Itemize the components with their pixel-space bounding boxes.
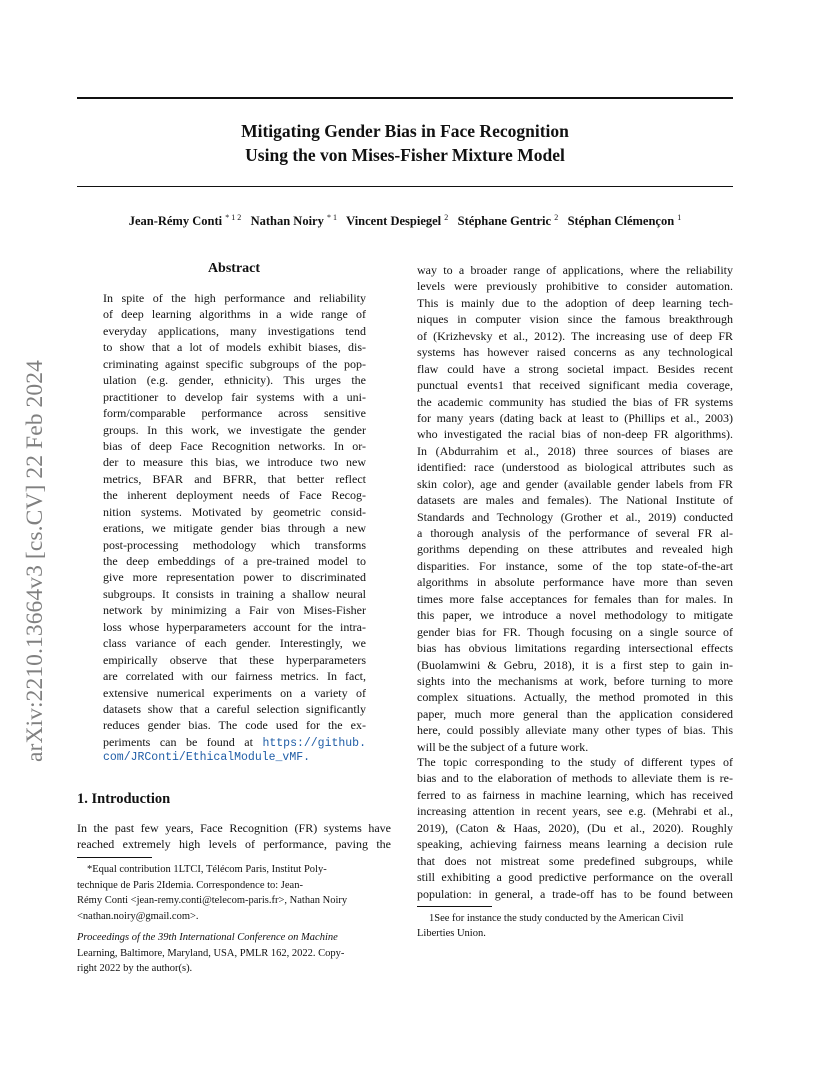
section-heading-introduction: 1. Introduction xyxy=(77,791,171,807)
body-line: skin color), age and gender (available gender labels from FR xyxy=(417,476,733,491)
footnote-line: 1See for instance the study conducted by the American Civil xyxy=(429,913,684,924)
body-line: times more false acceptances for females than for males. In xyxy=(417,591,733,606)
abstract-line: erations, we mitigate gender bias through a new xyxy=(103,521,366,536)
abstract-line: of deep learning algorithms in a wide range of xyxy=(103,307,366,322)
abstract-line: bias of deep Face Recognition networks. In or- xyxy=(103,438,366,453)
abstract-line: reduces gender bias. The code used for the ex- xyxy=(103,718,366,733)
body-line: will be the subject of a future work. xyxy=(417,739,589,754)
footnote-line: Liberties Union. xyxy=(417,928,486,939)
paper-title-line-2: Using the von Mises-Fisher Mixture Model xyxy=(245,145,565,165)
body-line: (Buolamwini & Gebru, 2018), it is a first step to gain in- xyxy=(417,657,733,672)
abstract-line: form/comparable performance across sensitive xyxy=(103,406,366,421)
body-line: of (Krizhevsky et al., 2012). The increasing use of deep FR xyxy=(417,328,733,343)
right-column-paragraph-2 xyxy=(417,754,733,902)
abstract-line: criminating against specific subgroups of the pop- xyxy=(103,356,366,371)
body-line: algorithms in absolute performance have more than seven xyxy=(417,575,733,590)
body-line: gender bias for FR. Though focusing on a single source of xyxy=(417,624,733,639)
footnote-line: <nathan.noiry@gmail.com>. xyxy=(77,910,199,922)
proceedings-line: Learning, Baltimore, Maryland, USA, PMLR 162, 2022. Copy- xyxy=(77,947,345,959)
body-line: ferred to as fairness in machine learning, which has received xyxy=(417,787,733,802)
body-line: levels were previously prohibitive to consider automation. xyxy=(417,279,733,294)
body-line: who investigated the racial bias of non-deep FR algorithms). xyxy=(417,427,733,442)
abstract-line: periments can be found at xyxy=(103,734,253,749)
abstract-line: subgroups. It consists in training a shallow neural xyxy=(103,586,366,601)
author-affiliation: * 1 xyxy=(326,212,337,222)
affiliation-footnote xyxy=(77,862,391,924)
footnote-1 xyxy=(417,911,733,941)
author-affiliation: 1 xyxy=(677,212,682,222)
author-affiliation: 2 xyxy=(554,212,559,222)
title-top-rule xyxy=(77,97,733,99)
proceedings-note xyxy=(77,930,391,977)
footnote-rule xyxy=(417,906,492,907)
introduction-text xyxy=(77,820,391,853)
abstract-line: empirically observe that these hyperparameters xyxy=(103,652,366,667)
body-line: increasing attention in recent years, see e.g. (Mehrabi et al., xyxy=(417,804,733,819)
abstract-line: the inherent deployment needs of Face Recog- xyxy=(103,488,366,503)
abstract-line: metrics, BFAR and BFRR, that better reflect xyxy=(103,471,366,486)
abstract-line: der to measure this bias, we introduce two new xyxy=(103,455,366,470)
author-list xyxy=(77,214,733,229)
body-line: a thorough analysis of the performance of several FR al- xyxy=(417,526,733,540)
body-line: sights into the mechanisms at work, before turning to more xyxy=(417,673,733,688)
body-line: niques in computer vision since the famous breakthrough xyxy=(417,312,733,327)
right-column-paragraph-1 xyxy=(417,262,733,755)
abstract-line: datasets show that a careful selection significantly xyxy=(103,701,366,716)
abstract-line: network by minimizing a Fair von Mises-Fisher xyxy=(103,603,366,618)
body-line: bias and to the elaboration of methods to alleviate them is re- xyxy=(417,771,733,786)
abstract-line: ulation (e.g. gender, ethnicity). This urges the xyxy=(103,373,366,388)
footnote-line: *Equal contribution 1LTCI, Télécom Paris, Institut Poly- xyxy=(87,864,327,875)
intro-line: reached extremely high levels of performance, paving the xyxy=(77,837,391,852)
abstract-line: the deep embeddings of a pre-trained model to xyxy=(103,554,366,568)
proceedings-line: right 2022 by the author(s). xyxy=(77,963,193,974)
body-line: way to a broader range of applications, where the reliability xyxy=(417,263,733,277)
author-name: Jean-Rémy Conti xyxy=(128,214,223,228)
abstract-line: to show that a lot of models exhibit biases, dis- xyxy=(103,340,366,355)
abstract-line: class variance of each gender. Interestingly, we xyxy=(103,636,366,651)
body-line: here, could possibly alleviate many other types of bias. This xyxy=(417,723,733,738)
body-line: identified: race (understood as biological attributes such as xyxy=(417,460,733,475)
body-line: flaw could have a strong societal impact. Besides recent xyxy=(417,361,733,376)
abstract-line: give more representation power to discriminated xyxy=(103,570,366,585)
body-line: for many years (dating back at least to (Phillips et al., 2003) xyxy=(417,410,733,425)
author-name: Vincent Despiegel xyxy=(346,214,442,228)
body-line: this paper, we introduce a novel methodology to mitigate xyxy=(417,608,733,623)
abstract-line: extensive numerical experiments on a variety of xyxy=(103,685,366,700)
abstract-line: groups. In this work, we investigate the gender xyxy=(103,422,366,437)
body-line: gorithms depending on these attributes and revealed high xyxy=(417,542,733,557)
author-affiliation: * 1 2 xyxy=(225,212,242,222)
author-name: Nathan Noiry xyxy=(250,214,324,228)
body-line: paper, much more general than the application considered xyxy=(417,706,733,721)
arxiv-stamp: arXiv:2210.13664v3 [cs.CV] 22 Feb 2024 xyxy=(22,360,48,762)
abstract-line: post-processing methodology which transforms xyxy=(103,537,366,552)
body-line: speaking, achieving fairness means learning a decision rule xyxy=(417,837,733,852)
body-line: systems has however raised concerns as any technological xyxy=(417,345,733,360)
body-line: The topic corresponding to the study of different types of xyxy=(417,755,733,769)
code-link-continued[interactable]: com/JRConti/EthicalModule_vMF. xyxy=(103,751,311,765)
title-bottom-rule xyxy=(77,186,733,187)
paper-title-line-1: Mitigating Gender Bias in Face Recognition xyxy=(241,121,569,141)
body-line: datasets are males and females). The National Institute of xyxy=(417,493,733,508)
author-name: Stéphane Gentric xyxy=(457,214,552,228)
body-line: punctual events1 that received significant media coverage, xyxy=(417,378,733,393)
abstract-line: nition systems. Motivated by geometric consid- xyxy=(103,504,366,519)
abstract-text xyxy=(103,290,366,767)
footnote-rule xyxy=(77,857,152,858)
abstract-line: practitioner to develop fair systems with a uni- xyxy=(103,389,366,404)
body-line: bias has obvious limitations regarding intersectional effects xyxy=(417,641,733,656)
abstract-line-with-link xyxy=(103,734,366,750)
body-line: population: in general, a trade-off has to be found between xyxy=(417,886,733,901)
code-link[interactable]: https://github. xyxy=(262,736,366,750)
proceedings-line: Proceedings of the 39th International Conference on Machine xyxy=(77,932,338,943)
footnote-line: Rémy Conti <jean-remy.conti@telecom-paris.fr>, Nathan Noiry xyxy=(77,895,348,906)
abstract-line: In spite of the high performance and reliability xyxy=(103,291,366,305)
body-line: that does not mistreat some predefined subgroups, while xyxy=(417,853,733,868)
abstract-line: everyday applications, many investigations tend xyxy=(103,323,366,338)
author-name: Stéphan Clémençon xyxy=(567,214,675,228)
body-line: In (Abdurrahim et al., 2018) three sources of biases are xyxy=(417,443,733,458)
body-line: Standards and Technology (Grother et al., 2019) conducted xyxy=(417,509,733,524)
body-line: still exhibiting a good predictive performance on the overall xyxy=(417,870,733,885)
abstract-line: loss whose hyperparameters account for the intra- xyxy=(103,619,366,634)
author-affiliation: 2 xyxy=(444,212,449,222)
body-line: disparities. For instance, some of the top state-of-the-art xyxy=(417,558,733,573)
body-line: complex situations. Actually, the method promoted in this xyxy=(417,690,733,705)
body-line: This is mainly due to the adoption of deep learning tech- xyxy=(417,295,733,310)
body-line: the academic community has studied the bias of FR systems xyxy=(417,394,733,409)
abstract-line: are correlated with our fairness metrics. In fact, xyxy=(103,669,366,684)
abstract-heading: Abstract xyxy=(207,261,261,276)
intro-line: In the past few years, Face Recognition (FR) systems have xyxy=(77,821,391,835)
body-line: 2019), (Caton & Haas, 2020), (Du et al., 2020). Roughly xyxy=(417,820,733,835)
footnote-line: technique de Paris 2Idemia. Correspondence to: Jean- xyxy=(77,879,303,891)
